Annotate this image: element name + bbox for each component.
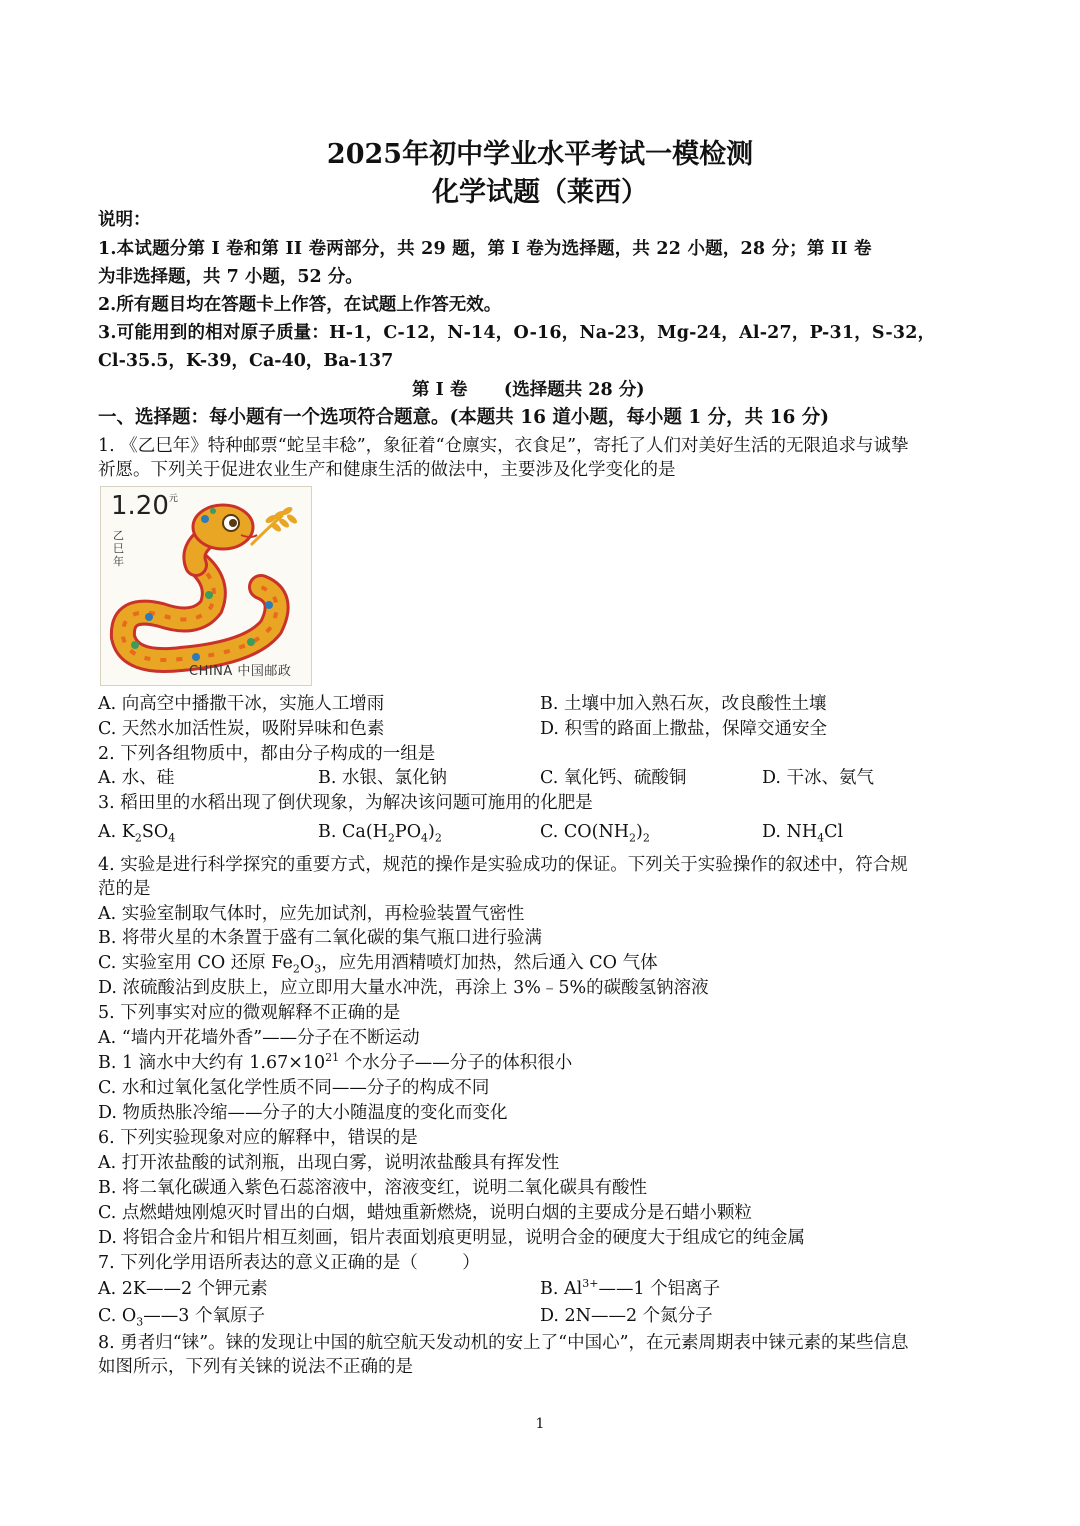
- q2-stem: 2. 下列各组物质中，都由分子构成的一组是: [98, 744, 436, 764]
- q8-stem-line-2: 如图所示，下列有关铼的说法不正确的是: [98, 1357, 413, 1377]
- q2-option-d: D. 干冰、氨气: [762, 768, 875, 788]
- q2-option-a: A. 水、硅: [98, 768, 175, 788]
- q4-stem-line-2: 范的是: [98, 879, 151, 899]
- page-number: 1: [535, 1416, 545, 1432]
- q4-option-d: D. 浓硫酸沾到皮肤上，应立即用大量水冲洗，再涂上 3%﹣5%的碳酸氢钠溶液: [98, 978, 709, 998]
- q2-option-b: B. 水银、氯化钠: [318, 768, 447, 788]
- q1-option-d: D. 积雪的路面上撒盐，保障交通安全: [540, 719, 828, 739]
- notes-heading: 说明：: [98, 210, 151, 230]
- q3-option-d: D. $NH_4Cl$: [762, 822, 844, 845]
- q3-stem: 3. 稻田里的水稻出现了倒伏现象，为解决该问题可施用的化肥是: [98, 793, 593, 813]
- section-heading: 一、选择题：每小题有一个选项符合题意。(本题共 16 道小题，每小题 1 分，共 16 分): [98, 407, 830, 428]
- note-2: 2.所有题目均在答题卡上作答，在试题上作答无效。: [98, 295, 502, 315]
- q6-option-d: D. 将铝合金片和铝片相互刻画，铝片表面划痕更明显，说明合金的硬度大于组成它的纯金属: [98, 1228, 806, 1248]
- q4-option-c: C. 实验室用 CO 还原 $Fe_2O_3$，应先用酒精喷灯加热，然后通入 CO 气体: [98, 953, 658, 976]
- q1-option-b: B. 土壤中加入熟石灰，改良酸性土壤: [540, 694, 827, 714]
- q5-stem: 5. 下列事实对应的微观解释不正确的是: [98, 1003, 401, 1023]
- q1-stem-line-2: 祈愿。下列关于促进农业生产和健康生活的做法中，主要涉及化学变化的是: [98, 460, 676, 480]
- q6-option-a: A. 打开浓盐酸的试剂瓶，出现白雾，说明浓盐酸具有挥发性: [98, 1153, 560, 1173]
- stamp-country: CHINA 中国邮政: [189, 664, 292, 679]
- q3-option-b: B. $Ca(H_2PO_4)_2$: [318, 822, 442, 845]
- q1-option-a: A. 向高空中播撒干冰，实施人工增雨: [98, 694, 385, 714]
- q4-option-a: A. 实验室制取气体时，应先加试剂，再检验装置气密性: [98, 904, 525, 924]
- q2-option-c: C. 氧化钙、硫酸铜: [540, 768, 687, 788]
- q1-stem-line-1: 1. 《乙巳年》特种邮票“蛇呈丰稔”，象征着“仓廪实，衣食足”，寄托了人们对美好生活的无限追求与诚挚: [98, 436, 909, 456]
- note-3-line-1: 3.可能用到的相对原子质量：H-1，C-12，N-14，O-16，Na-23，Mg-24，Al-27，P-31，S-32，: [98, 323, 936, 343]
- q7-option-c: C. $O_3——3$ 个氧原子: [98, 1306, 265, 1329]
- q3-option-a: A. $K_2SO_4$: [98, 822, 176, 845]
- snake-illustration: [101, 487, 312, 686]
- q6-stem: 6. 下列实验现象对应的解释中，错误的是: [98, 1128, 418, 1148]
- exam-subtitle: 化学试题（莱西）: [432, 177, 648, 208]
- q3-option-c: C. $CO(NH_2)_2$: [540, 822, 650, 845]
- q6-option-b: B. 将二氧化碳通入紫色石蕊溶液中，溶液变红，说明二氧化碳具有酸性: [98, 1178, 647, 1198]
- q1-option-c: C. 天然水加活性炭，吸附异味和色素: [98, 719, 385, 739]
- snake-stamp-image: [100, 486, 312, 686]
- wheat-icon: [251, 505, 299, 545]
- q7-option-d: D. 2N——2 个氮分子: [540, 1306, 713, 1326]
- volume-heading: 第 I 卷 (选择题共 28 分): [412, 380, 645, 400]
- q5-option-c: C. 水和过氧化氢化学性质不同——分子的构成不同: [98, 1078, 490, 1098]
- q5-option-b: B. 1 滴水中大约有 $1.67\times 10^{21}$ 个水分子——分子的体积很小: [98, 1051, 573, 1073]
- q8-stem-line-1: 8. 勇者归“铼”。铼的发现让中国的航空航天发动机的安上了“中国心”，在元素周期表中铼元素的某些信息: [98, 1333, 909, 1353]
- q4-option-b: B. 将带火星的木条置于盛有二氧化碳的集气瓶口进行验满: [98, 928, 542, 948]
- note-1-line-2: 为非选择题，共 7 小题，52 分。: [98, 267, 363, 287]
- exam-title: 2025年初中学业水平考试一模检测: [326, 139, 754, 170]
- q6-option-c: C. 点燃蜡烛刚熄灭时冒出的白烟，蜡烛重新燃烧，说明白烟的主要成分是石蜡小颗粒: [98, 1203, 752, 1223]
- q5-option-a: A. “墙内开花墙外香”——分子在不断运动: [98, 1028, 420, 1048]
- q7-stem: 7. 下列化学用语所表达的意义正确的是（ ）: [98, 1253, 480, 1273]
- q4-stem-line-1: 4. 实验是进行科学探究的重要方式，规范的操作是实验成功的保证。下列关于实验操作的叙述中，符合规: [98, 855, 908, 875]
- q7-option-a: A. 2K——2 个钾元素: [98, 1279, 268, 1299]
- q7-option-b: B. $Al^{3+}——1$ 个铝离子: [540, 1277, 721, 1299]
- note-1-line-1: 1.本试题分第 I 卷和第 II 卷两部分，共 29 题，第 I 卷为选择题，共 22 小题，28 分；第 II 卷: [98, 239, 872, 259]
- q5-option-d: D. 物质热胀冷缩——分子的大小随温度的变化而变化: [98, 1103, 508, 1123]
- note-3-line-2: Cl-35.5，K-39，Ca-40，Ba-137: [98, 351, 394, 371]
- stamp-year: 乙巳年: [113, 529, 124, 568]
- stamp-price: $1.20^元$: [111, 491, 178, 521]
